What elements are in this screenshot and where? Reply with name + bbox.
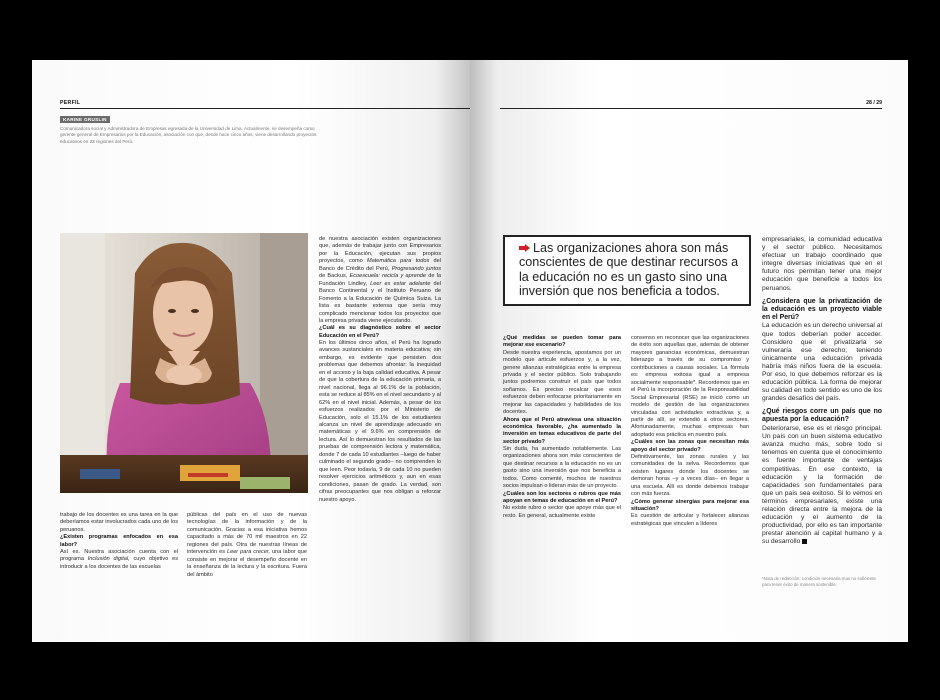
paragraph: Deteriorarse, ese es el riesgo principal. Un país con un buen sistema educativo avanza mucho más, sobre todo si tenemos en cuenta que el conocimiento es fuente importante de ventajas competitivas. En ese contexto, la educación y la formación de capacidades son fundamentales para que un país sea exitoso. Si lo vemos en términos empresariales, existe una relación directa entre la mejora de la educación y el aumento de la productividad, por ello es tan importante prestar atención al capital humano y a su desarrollo: [762, 425, 882, 546]
editor-note: *Nota de redacción: condición necesaria mas no suficiente para tener éxito de manera sostenible.: [762, 576, 876, 587]
paragraph: Sin duda, ha aumentado notablemente. Las organizaciones ahora son más conscientes de que destinar recursos a la educación no es un gasto sino una inversión que nos beneficia a todos. Como comenté, muchos de nuestros socios impulsan o lideran más de un proyecto.: [503, 445, 621, 490]
section-label: PERFIL: [60, 100, 81, 106]
pull-quote-text: Las organizaciones ahora son más conscientes de que destinar recursos a la educación no es un gasto sino una inversión que nos beneficia a todos.: [519, 241, 739, 299]
question-heading: ¿Cuál es su diagnóstico sobre el sector Educación en el Perú?: [319, 325, 441, 339]
question-heading: ¿Considera que la privatización de la educación es un proyecto viable en el Perú?: [762, 297, 882, 321]
author-bio: Comunicadora social y Administradora de Empresas egresada de la Universidad de Lima. Actualmente, se desempeña como gerente general de Empresarios por la Educación, asociación con que, desde hace cinco años, viene desarrollando proyectos educativos en 23 regiones del Perú.: [60, 126, 317, 144]
question-heading: ¿Qué medidas se pueden tomar para mejorar ese escenario?: [503, 335, 621, 349]
author-name-badge: KARINE GRUSLIN: [60, 116, 110, 123]
portrait-photo: [60, 233, 308, 493]
question-heading: ¿Qué riesgos corre un país que no apuesta por la educación?: [762, 408, 882, 424]
pull-quote: [503, 235, 751, 306]
left-column-2-text: [187, 512, 307, 579]
question-heading: ¿Existen programas enfocados en esa labor?: [60, 534, 178, 548]
end-mark-icon: [802, 539, 807, 544]
right-column-1-text: [503, 335, 621, 520]
right-page: [470, 60, 908, 642]
paragraph: empresariales, la comunidad educativa y el sector público. Necesitamos efectuar un trabajo coordinado que integre diversas iniciativas que en el futuro nos permitan tener una mejor educación que beneficie a todos los peruanos.: [762, 236, 882, 292]
left-page: [32, 60, 470, 642]
paragraph: Definitivamente, las zonas rurales y las comunidades de la selva. Recordemos que existen lugares donde los docentes se demoran horas –y a veces días– en llegar a una escuela. Allí es donde debemos trabajar con más fuerza.: [631, 453, 749, 498]
paragraph: públicas del país en el uso de nuevas tecnologías de la información y de la comunicación. Gracias a esa iniciativa hemos capacitado a más de 70 mil maestros en 22 regiones del país. Otra de nuestras líneas de intervención es Leer para crecer, una labor que consiste en mejorar el desempeño docente en la enseñanza de la lectura y la escritura. Fuera del ámbito: [187, 512, 307, 578]
paragraph: de nuestra asociación existen organizaciones que, además de trabajar junto con Empresarios por la Educación, ejecutan sus propios proyectos, como Matemática para todos del Banco de Crédito del Perú, Progresando juntos de Backus, Ecoescuela: recicla y aprende de la Fundación Lindley, Leer es estar adelante del Banco Continental y el Instituto Peruano de Fomento a la Educación de Química Suiza. La lista es bastante extensa que sería muy complicado mencionar todos los proyectos que la empresa privada viene ejecutando.: [319, 236, 441, 324]
paragraph: consenso en reconocer que las organizaciones de éxito son aquellas que, además de obtener mayores ganancias económicas, demuestran liderazgo a través de su compromiso y contribuciones a causas sociales. La fórmula es: empresa exitosa igual a empresa socialmente responsable*. Recordemos que en el Perú la incorporación de la Responsabilidad Social Empresarial (RSE) se inició como un modelo de gestión de las organizaciones vinculadas con actividades extractivas y, a partir de allí, se extendió a otros sectores. Afortunadamente, muchas empresas han adoptado esa práctica en nuestro país.: [631, 335, 749, 438]
paragraph: No existe rubro o sector que apoye más que el resto. En general, actualmente existe: [503, 505, 621, 519]
paragraph: Así es. Nuestra asociación cuenta con el programa Inclusión digital, cuyo objetivo es introducir a los docentes de las escuelas: [60, 548, 178, 570]
left-column-3-text: [319, 236, 441, 504]
right-column-3-text: [762, 236, 882, 546]
paragraph: Desde nuestra experiencia, apostamos por un modelo que articule esfuerzos y, a la vez, genere alianzas estratégicas entre la empresa privada y el sector público. Solo trabajando juntos podremos construir el país que todos soñamos. Es preciso recalcar que esos esfuerzos deben enfocarse prioritariamente en mejorar las capacidades y habilidades de los docentes.: [503, 349, 621, 416]
paragraph: En los últimos cinco años, el Perú ha logrado avances sustanciales en materia educativa; sin embargo, es evidente que persisten dos problemas que debemos afrontar: la inequidad en el acceso y la baja calidad educativa. A pesar de que la cobertura de la educación primaria, a nivel nacional, llega al 96.1% de la población, esta se reduce al 85% en el nivel secundario y al 62% en el nivel inicial. Además, a pesar de los esfuerzos realizados por el Ministerio de Educación, solo el 15.1% de los estudiantes alcanza un nivel de aprendizaje adecuado en matemáticas y el 9.6% en comprensión de lectura. Así lo demuestran los resultados de las pruebas de comprensión lectora y matemática, donde 7 de cada 10 estudiantes –luego de haber culminado el segundo grado– no comprenden lo que leen. Peor todavía, 9 de cada 10 no pueden resolver ejercicios aritméticos y, aun en esas condiciones, pasan de grado. La verdad, son cifras preocupantes que nos obligan a reforzar nuestro apoyo.: [319, 340, 441, 503]
question-heading: ¿Cuáles son los sectores o rubros que más apoyan en temas de educación en el Perú?: [503, 490, 621, 504]
page-number: 28 / 29: [866, 100, 882, 106]
paragraph: trabajo de los docentes es una tarea en la que deberíamos estar involucrados cada uno de los peruanos.: [60, 512, 178, 533]
left-column-1-text: [60, 512, 178, 571]
paragraph: La educación es un derecho universal al que todos deberían poder acceder. Considero que el privatizarla se vulneraría ese derecho; teniendo únicamente una educación privada habría más niños fuera de la escuela. Por eso, lo que debemos reforzar es la educación pública. La forma de mejorar su calidad en todo sentido es uno de los grandes desafíos del país.: [762, 322, 882, 403]
question-heading: Ahora que el Perú atraviesa una situación económica favorable, ¿ha aumentado la inversión en temas educativos de parte del sector privado?: [503, 416, 621, 445]
right-column-2-text: [631, 335, 749, 528]
paragraph: Es cuestión de articular y fortalecer alianzas estratégicas que vinculen a líderes: [631, 513, 749, 527]
question-heading: ¿Cuáles son las zonas que necesitan más apoyo del sector privado?: [631, 439, 749, 453]
header-rule: [500, 108, 882, 109]
red-arrow-icon: [519, 244, 530, 252]
question-heading: ¿Cómo generar sinergias para mejorar esa situación?: [631, 498, 749, 512]
header-rule: [60, 108, 470, 109]
portrait-illustration: [60, 233, 308, 493]
